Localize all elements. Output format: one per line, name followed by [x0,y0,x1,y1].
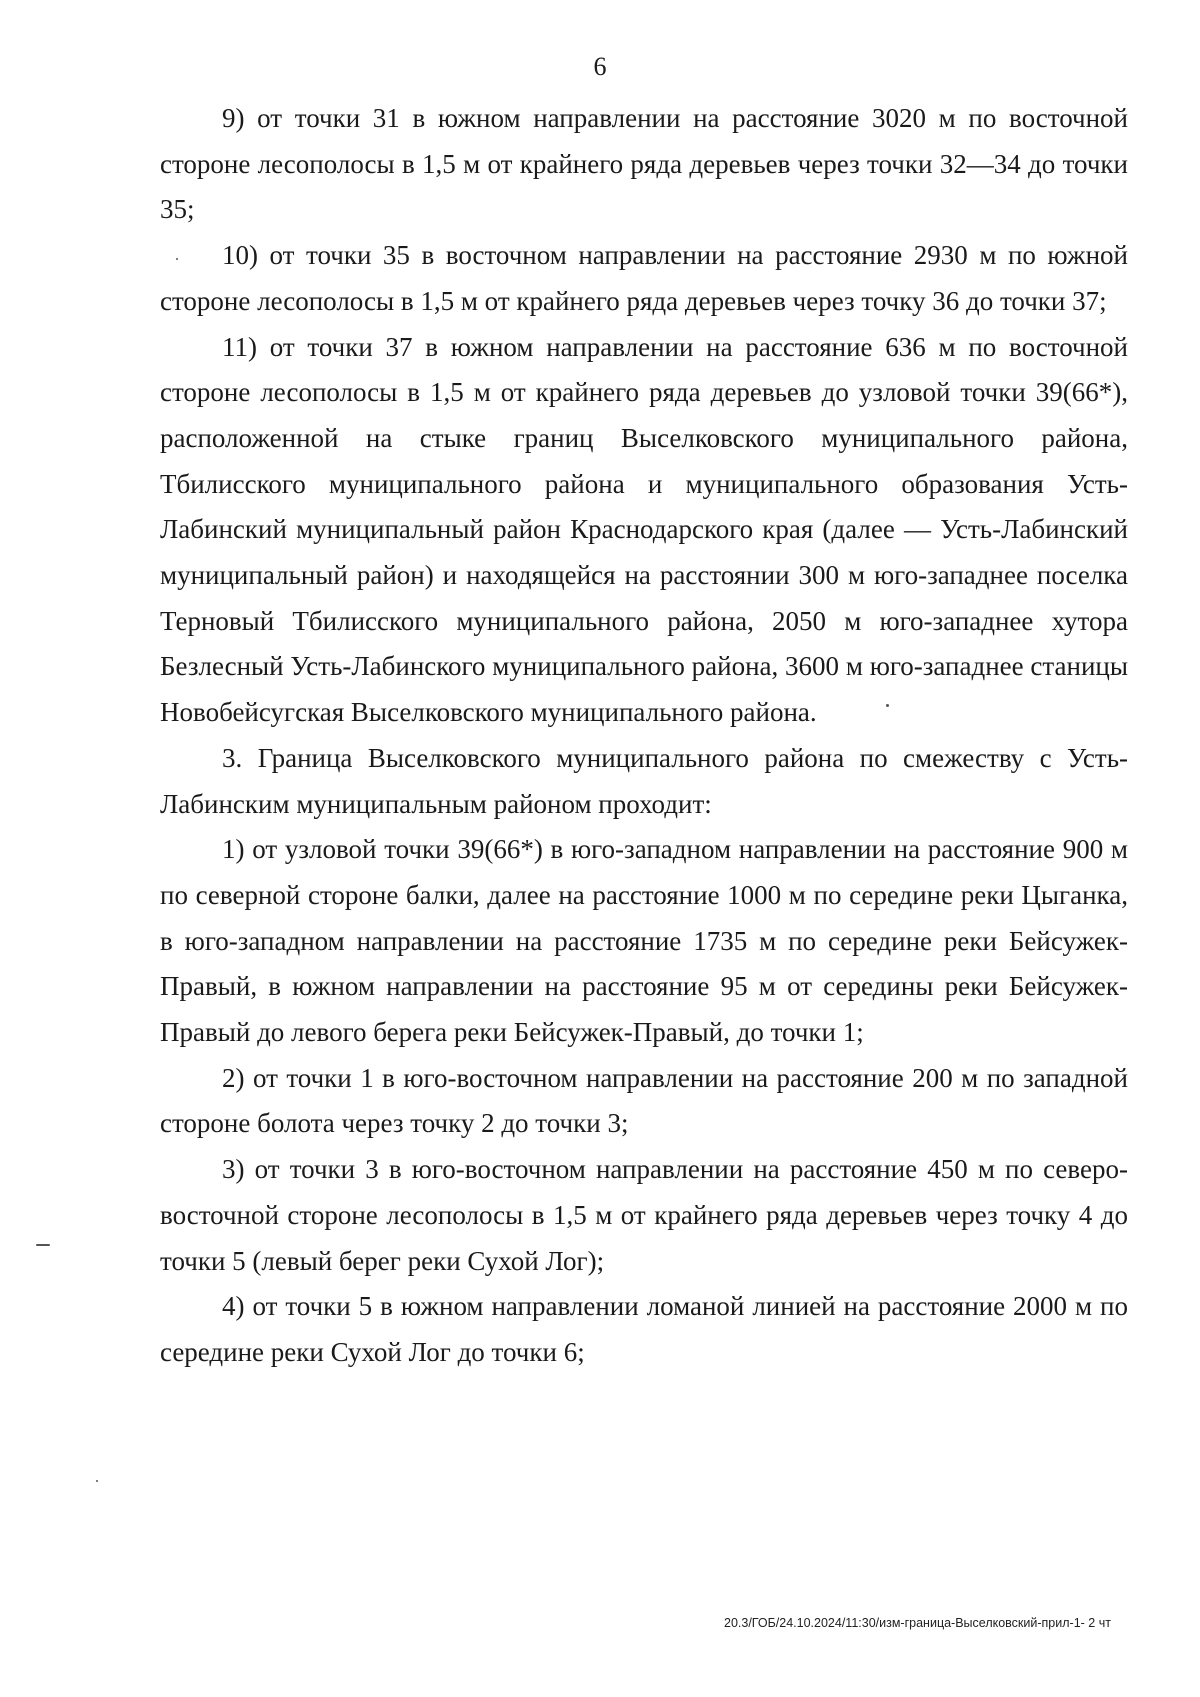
paragraph-item-3: 3) от точки 3 в юго-восточном направлении на расстояние 450 м по северо-восточной стороне лесополосы в 1,5 м от крайнего ряда деревьев через точку 4 до точки 5 (левый берег реки Сухой Лог); [160,1154,1128,1276]
paragraph-item-1: 1) от узловой точки 39(66*) в юго-западном направлении на расстояние 900 м по северной стороне балки, далее на расстояние 1000 м по середине реки Цыганка, в юго-западном направлении на расстояние 1735 м по середине реки Бейсужек-Правый, в южном направлении на расстояние 95 м от середины реки Бейсужек-Правый до левого берега реки Бейсужек-Правый, до точки 1; [160,834,1128,1048]
scan-speck [886,704,889,707]
document-body [160,96,1128,1376]
scan-speck [176,258,178,260]
paragraph-item-4: 4) от точки 5 в южном направлении ломаной линией на расстояние 2000 м по середине реки Сухой Лог до точки 6; [160,1291,1128,1367]
paragraph-item-9: 9) от точки 31 в южном направлении на расстояние 3020 м по восточной стороне лесополосы в 1,5 м от крайнего ряда деревьев через точки 32—34 до точки 35; [160,103,1128,225]
section-3-heading: 3. Граница Выселковского муниципального района по смежеству с Усть-Лабинским муниципальным районом проходит: [160,742,1128,819]
footer-document-code: 20.3/ГОБ/24.10.2024/11:30/изм-граница-Выселковский-прил-1- 2 чт [724,1616,1111,1630]
paragraph-item-11: 11) от точки 37 в южном направлении на расстояние 636 м по восточной стороне лесополосы в 1,5 м от крайнего ряда деревьев до узловой точки 39(66*), расположенной на стыке границ Выселковского муниципального района, Тбилисского муниципального района и муниципального образования Усть-Лабинский муниципальный район Краснодарского края (далее — Усть-Лабинский муниципальный район) и находящейся на расстоянии 300 м юго-западнее поселка Терновый Тбилисского муниципального района, 2050 м юго-западнее хутора Безлесный Усть-Лабинского муниципального района, 3600 м юго-западнее станицы Новобейсугская Выселковского муниципального района. [160,331,1128,728]
page-number: 6 [593,52,607,81]
scan-speck [96,1480,98,1482]
paragraph-item-10: 10) от точки 35 в восточном направлении на расстояние 2930 м по южной стороне лесополосы в 1,5 м от крайнего ряда деревьев через точку 36 до точки 37; [160,240,1128,316]
paragraph-item-2: 2) от точки 1 в юго-восточном направлении на расстояние 200 м по западной стороне болота через точку 2 до точки 3; [160,1062,1128,1139]
scan-speck [36,1244,50,1246]
